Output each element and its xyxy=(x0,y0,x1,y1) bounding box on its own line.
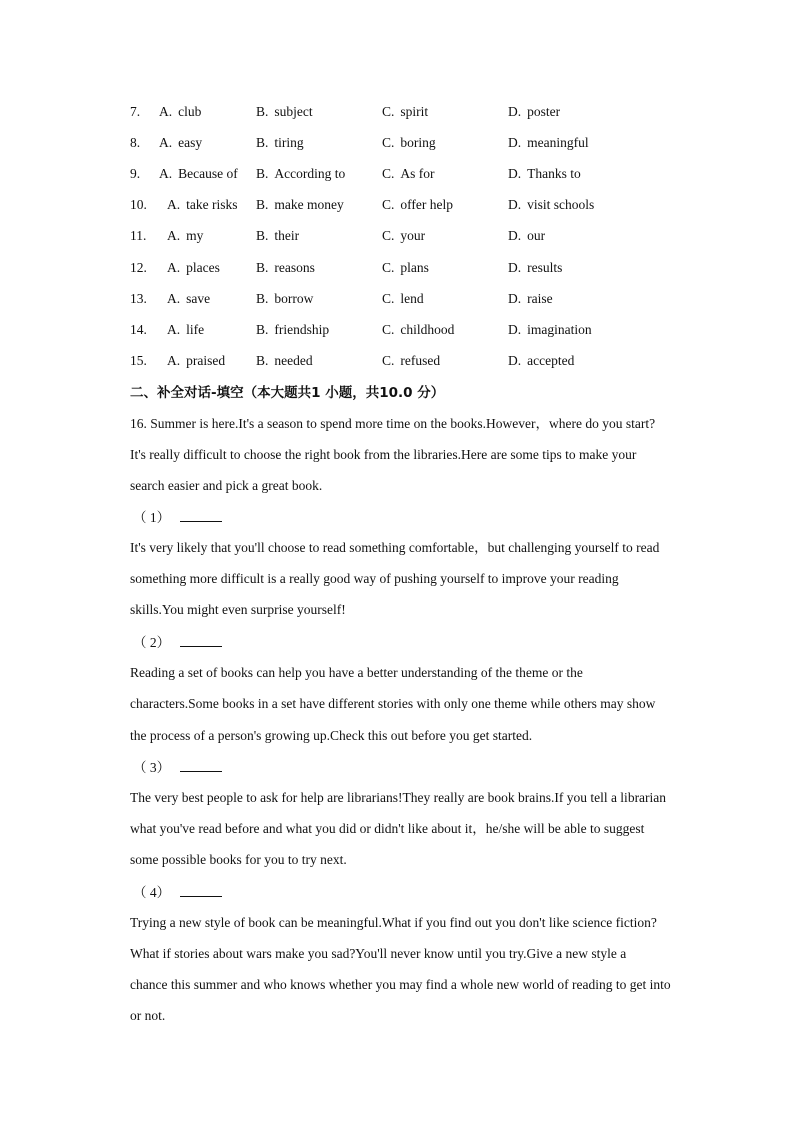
question-number: 7. xyxy=(130,104,141,119)
option-b: B. needed xyxy=(256,353,313,368)
option-c: C. spirit xyxy=(382,104,429,119)
passage-line: or not. xyxy=(130,1008,166,1023)
option-c: C. your xyxy=(382,228,426,243)
passage-line: characters.Some books in a set have different stories with only one theme while others may show xyxy=(130,696,656,711)
option-d: D. meaningful xyxy=(508,135,589,150)
passage-line: What if stories about wars make you sad?You'll never know until you try.Give a new style a xyxy=(130,946,627,961)
option-c: C. plans xyxy=(382,260,429,275)
passage-line: search easier and pick a great book. xyxy=(130,478,323,493)
blank-label: （ 4） xyxy=(133,885,171,900)
question-number: 8. xyxy=(130,135,141,150)
passage-line: what you've read before and what you did or didn't like about it，he/she will be able to suggest xyxy=(130,821,645,836)
option-a: A. praised xyxy=(167,353,226,368)
passage-line: the process of a person's growing up.Check this out before you get started. xyxy=(130,728,533,743)
passage-line: Trying a new style of book can be meaningful.What if you find out you don't like science fiction? xyxy=(130,915,657,930)
section-heading: 二、补全对话-填空（本大题共1 小题，共10.0 分） xyxy=(130,385,445,401)
passage-line: 16. Summer is here.It's a season to spend more time on the books.However，where do you start? xyxy=(130,416,656,431)
question-number: 14. xyxy=(130,322,147,337)
question-number: 15. xyxy=(130,353,147,368)
passage-line: some possible books for you to try next. xyxy=(130,852,347,867)
blank-label: （ 3） xyxy=(133,760,171,775)
question-number: 13. xyxy=(130,291,147,306)
blank-label: （ 1） xyxy=(133,510,171,525)
option-c: C. boring xyxy=(382,135,436,150)
option-b: B. subject xyxy=(256,104,313,119)
passage-line: Reading a set of books can help you have a better understanding of the theme or the xyxy=(130,665,583,680)
option-d: D. imagination xyxy=(508,322,592,337)
option-c: C. refused xyxy=(382,353,441,368)
answer-blank-2[interactable] xyxy=(180,632,222,647)
passage-line: It's very likely that you'll choose to read something comfortable，but challenging yourself to read xyxy=(130,540,660,555)
option-c: C. childhood xyxy=(382,322,455,337)
option-b: B. borrow xyxy=(256,291,314,306)
option-a: A. places xyxy=(167,260,220,275)
option-b: B. make money xyxy=(256,197,344,212)
option-a: A. club xyxy=(159,104,202,119)
passage-line: something more difficult is a really good way of pushing yourself to improve your reading xyxy=(130,571,619,586)
answer-blank-1[interactable] xyxy=(180,507,222,522)
option-a: A. save xyxy=(167,291,211,306)
question-number: 10. xyxy=(130,197,147,212)
option-d: D. Thanks to xyxy=(508,166,581,181)
option-b: B. According to xyxy=(256,166,346,181)
answer-blank-4[interactable] xyxy=(180,882,222,897)
passage-line: The very best people to ask for help are librarians!They really are book brains.If you tell a librarian xyxy=(130,790,667,805)
option-d: D. our xyxy=(508,228,546,243)
option-d: D. poster xyxy=(508,104,561,119)
blank-label: （ 2） xyxy=(133,635,171,650)
blank-4 xyxy=(133,882,222,903)
option-b: B. their xyxy=(256,228,300,243)
option-a: A. easy xyxy=(159,135,203,150)
option-d: D. accepted xyxy=(508,353,575,368)
option-c: C. As for xyxy=(382,166,435,181)
option-b: B. reasons xyxy=(256,260,315,275)
option-b: B. tiring xyxy=(256,135,304,150)
option-c: C. lend xyxy=(382,291,424,306)
passage-line: skills.You might even surprise yourself! xyxy=(130,602,346,617)
question-number: 11. xyxy=(130,228,147,243)
option-c: C. offer help xyxy=(382,197,453,212)
question-number: 9. xyxy=(130,166,141,181)
option-b: B. friendship xyxy=(256,322,330,337)
answer-blank-3[interactable] xyxy=(180,757,222,772)
blank-3 xyxy=(133,757,222,778)
option-a: A. take risks xyxy=(167,197,238,212)
passage-line: chance this summer and who knows whether you may find a whole new world of reading to get into xyxy=(130,977,671,992)
question-number: 12. xyxy=(130,260,147,275)
option-a: A. life xyxy=(167,322,205,337)
blank-2 xyxy=(133,632,222,653)
option-d: D. visit schools xyxy=(508,197,595,212)
option-a: A. my xyxy=(167,228,204,243)
passage-line: It's really difficult to choose the right book from the libraries.Here are some tips to make your xyxy=(130,447,637,462)
option-d: D. raise xyxy=(508,291,553,306)
option-d: D. results xyxy=(508,260,563,275)
option-a: A. Because of xyxy=(159,166,238,181)
blank-1 xyxy=(133,507,222,528)
